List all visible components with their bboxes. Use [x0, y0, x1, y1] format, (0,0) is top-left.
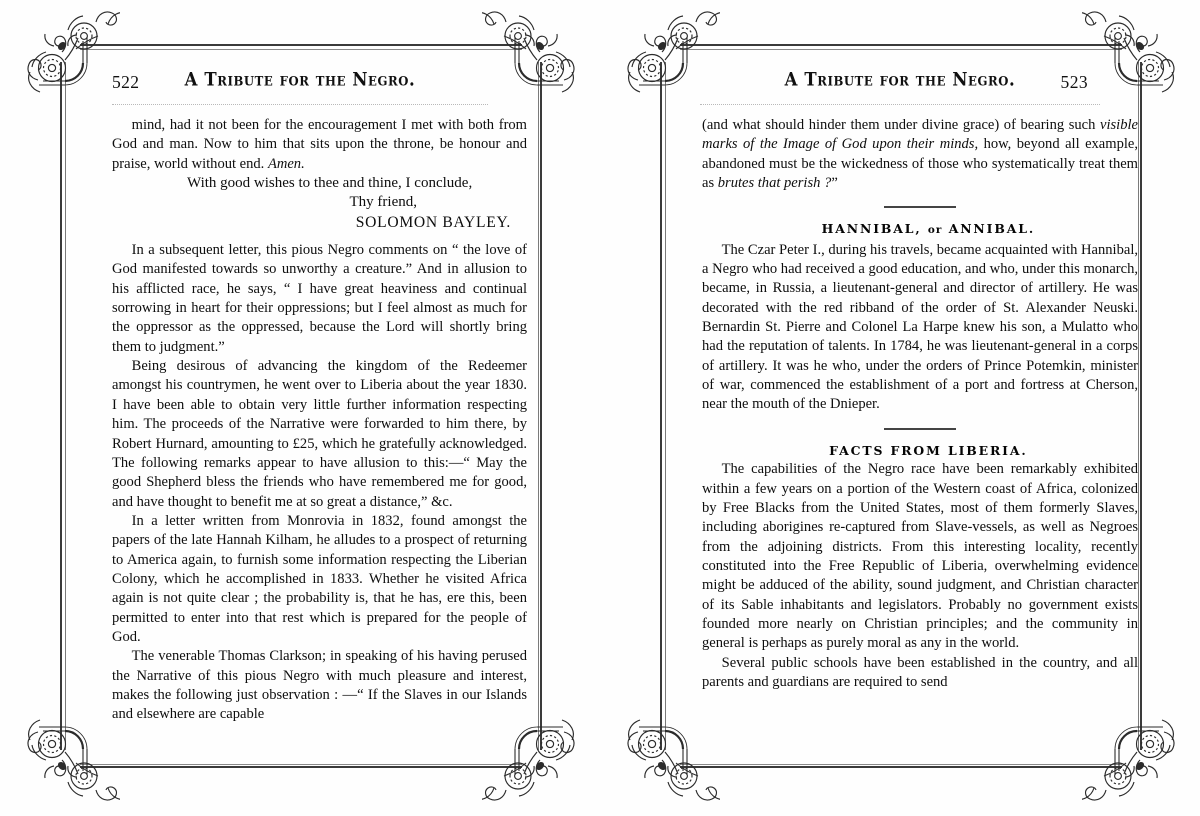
head-rule-right [700, 104, 1100, 105]
frame-rule-bottom [80, 766, 522, 768]
italic-visible-marks: visible marks of the Image of God upon their minds, [702, 117, 1138, 153]
paragraph-liberia-schools: Several public schools have been established in the country, and all parents and guardians are required to send [702, 654, 1138, 690]
paragraph-opening-continued: (and what should hinder them under divine grace) of bearing such visible marks of the Image of God upon their minds, how, beyond all example, abandoned must be the wickedness of those who systematically treat them as brutes that perish ?” [702, 117, 1138, 192]
corner-ornament-icon [616, 708, 720, 812]
page-number-left: 522 [112, 72, 140, 92]
page-number-right: 523 [1060, 72, 1088, 92]
italic-brutes-that-perish: brutes that perish ? [717, 175, 832, 192]
paragraph-hannibal-body: The Czar Peter I., during his travels, became acquainted with Hannibal, a Negro who had received a good education, and who, under this monarch, became, in Russia, a lieutenant-general and director of artillery. He was decorated with the red ribband of the order of St. Alexander Neuski. Bernardin St. Pierre and Colonel La Harpe knew his son, a Mulatto who had the reputation of talents. In 1784, he was lieutenant-general in a corps of artillery. It was he who, under the orders of Prince Potemkin, minister of war, commenced the establishment of a port and fortress at Cherson, near the mouth of the Dnieper. [702, 241, 1138, 413]
frame-rule-right [540, 62, 542, 750]
paragraph-wishes: With good wishes to thee and thine, I conclude, [187, 175, 473, 192]
paragraph-subsequent-letter: In a subsequent letter, this pious Negro comments on “ the love of God manifested towards so unworthy a creature.” And in allusion to his afflicted race, he says, “ I have great heaviness and continual sorrowing in heart for their oppressions; but I feel almost as much for the oppressor as the oppressed, because the Lord will shortly bring them to judgment.” [112, 242, 527, 355]
body-column-right [702, 116, 1138, 692]
body-column-left [112, 116, 527, 725]
paragraph-monrovia-letter: In a letter written from Monrovia in 1832, found amongst the papers of the late Hannah Kilham, he alludes to a prospect of returning to America again, to furnish some information respecting the Liberian Colony, which he accomplished in 1833. Whether he visited Africa again is not quite clear ; the probability is, that he has, ere this, been permitted to enter into that rest which is prepared for the people of God. [112, 512, 527, 645]
frame-rule-left [660, 62, 662, 750]
paragraph-gap [112, 232, 527, 241]
corner-ornament-icon [1082, 708, 1186, 812]
section-heading-hannibal: HANNIBAL, or ANNIBAL. [821, 221, 1036, 237]
paragraph-liberia-capabilities: The capabilities of the Negro race have been remarkably exhibited within a few years on a portion of the Western coast of Africa, colonized by Free Blacks from the United States, most of them formerly Slaves, including aborigines re-captured from Slave-vessels, as well as Negroes from the adjoining districts. From this interesting locality, recently constituted into the Free Republic of Liberia, overwhelming evidence might be adduced of the ability, sound judgment, and Christian character of its Sable inhabitants and legislators. Probably no government exists founded more nearly on Christian principles; and the community in general is perhaps as purely moral as any in the world. [702, 461, 1138, 652]
running-title-right: A Tribute for the Negro. [784, 69, 1016, 91]
frame-rule-top [680, 44, 1122, 46]
running-title-left: A Tribute for the Negro. [184, 69, 416, 91]
frame-rule-bottom [680, 766, 1122, 768]
section-divider-rule [884, 428, 956, 430]
paragraph-being-desirous: Being desirous of advancing the kingdom of the Redeemer amongst his countrymen, he went over to Liberia about the year 1830. I have been able to obtain very little further information respecting him. The proceeds of the Narrative were forwarded to him there, by Robert Hurnard, amounting to £25, which he gratefully acknowledged. The following remarks appear to have allusion to this:—“ May the good Shepherd bless the friends who have remembered me for good, and have thought to benefit me at so great a distance,” &c. [112, 358, 527, 510]
frame-rule-top [80, 44, 522, 46]
section-divider-rule [884, 206, 956, 208]
head-rule-left [112, 104, 488, 105]
heading-conjunction: or [927, 224, 943, 237]
running-head-right [600, 70, 1200, 96]
signature-solomon-bayley: SOLOMON BAYLEY. [355, 213, 511, 231]
corner-ornament-icon [16, 708, 120, 812]
frame-rule-right [1140, 62, 1142, 750]
paragraph-thomas-clarkson: The venerable Thomas Clarkson; in speaking of his having perused the Narrative of this pious Negro with much pleasure and interest, makes the following just observation : —“ If the Slaves in our Islands and elsewhere are capable [112, 648, 527, 723]
paragraph-continued: mind, had it not been for the encouragement I met with both from God and man. Now to him that sits upon the throne, be honour and praise, world without end. Amen. [112, 117, 527, 172]
section-heading-facts-from-liberia: FACTS FROM LIBERIA. [829, 442, 1028, 458]
amen-italic: Amen. [267, 155, 305, 172]
paragraph-thy-friend: Thy friend, [349, 194, 417, 211]
frame-rule-left [60, 62, 62, 750]
page-right-523 [600, 0, 1200, 816]
running-head-left [0, 70, 600, 96]
